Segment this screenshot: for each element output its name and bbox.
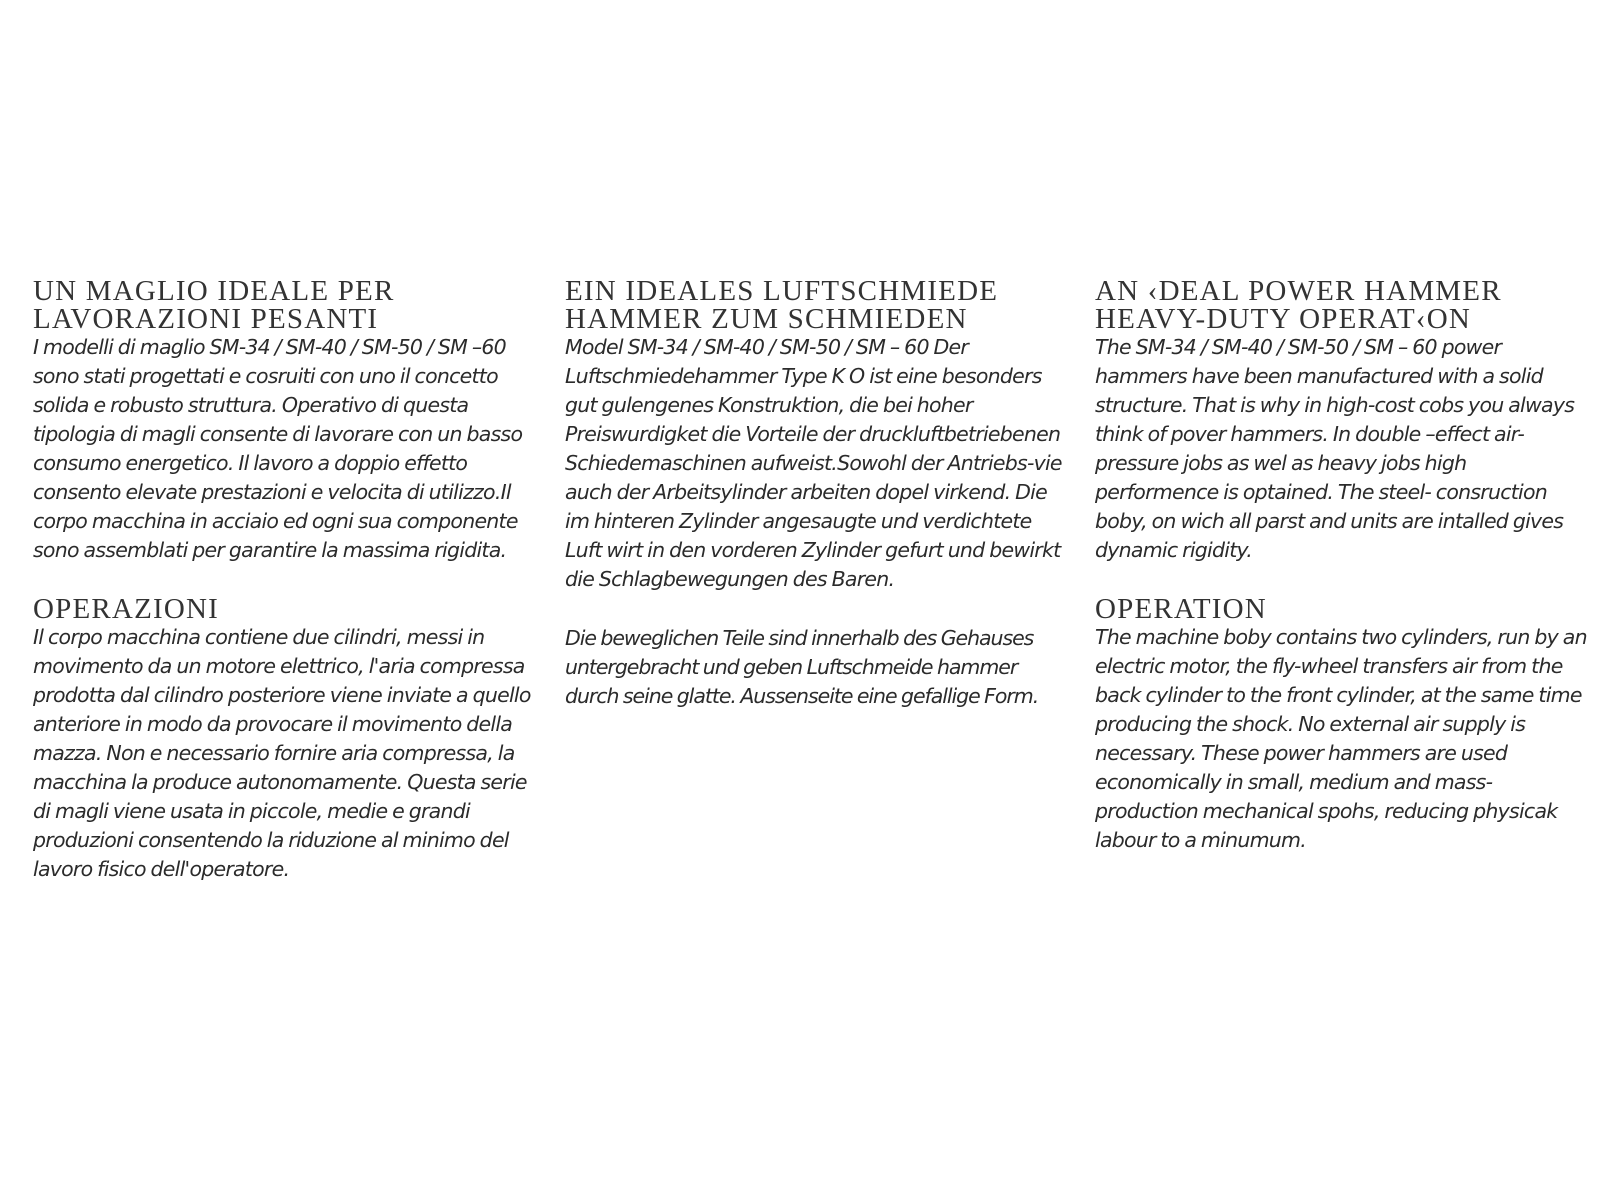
english-operation-paragraph: The machine boby contains two cylinders, run by an electric motor, the fly-wheel transfers air from the back cylinder to the front cylinder, at the same time producing the shock. No external air supply is necessary. These power hammers are used economically in small, medium and mass- production mechanical spohs, reducing physicak labour to a minumum.: [1095, 625, 1587, 852]
english-title: AN ‹DEAL POWER HAMMER HEAVY-DUTY OPERAT‹ON: [1095, 275, 1502, 335]
italian-operations-paragraph: Il corpo macchina contiene due cilindri, messi in movimento da un motore elettrico, l'aria compressa prodotta dal cilindro posteriore viene inviate a quello anteriore in modo da provocare il movimento della mazza. Non e necessario fornire aria compressa, la macchina la produce autonomamente. Questa serie di magli viene usata in piccole, medie e grandi produzioni consentendo la riduzione al minimo del lavoro fisico dell'operatore.: [33, 625, 531, 881]
german-intro-paragraph: Model SM-34 / SM-40 / SM-50 / SM – 60 Der Luftschmiedehammer Type K O ist eine besonders gut gulengenes Konstruktion, die bei hoher Preiswurdigket die Vorteile der druckluftbetriebenen Schiedemaschinen aufweist.Sowohl der Antriebs-vie auch der Arbeitsylinder arbeiten dopel virkend. Die im hinteren Zylinder angesaugte und verdichtete Luft wirt in den vorderen Zylinder gefurt und bewirkt die Schlagbewegungen des Baren.: [565, 335, 1062, 591]
english-intro-paragraph: The SM-34 / SM-40 / SM-50 / SM – 60 power hammers have been manufactured with a solid structure. That is why in high-cost cobs you always think of pover hammers. In double –effect air- pressure jobs as wel as heavy jobs high performence is optained. The steel- consruction boby, on wich all parst and units are intalled gives dynamic rigidity.: [1095, 335, 1575, 562]
german-title: EIN IDEALES LUFTSCHMIEDE HAMMER ZUM SCHMIEDEN: [565, 275, 999, 335]
italian-column: [33, 277, 531, 884]
german-second-paragraph: Die beweglichen Teile sind innerhalb des Gehauses untergebracht und geben Luftschmeide hammer durch seine glatte. Aussenseite eine gefallige Form.: [565, 626, 1039, 708]
section-spacer: [33, 565, 531, 595]
italian-intro-paragraph: I modelli di maglio SM-34 / SM-40 / SM-50 / SM –60 sono stati progettati e cosruiti con uno il concetto solida e robusto struttura. Operativo di questa tipologia di magli consente di lavorare con un basso consumo energetico. Il lavoro a doppio effetto consento elevate prestazioni e velocita di utilizzo.Il corpo macchina in acciaio ed ogni sua componente sono assemblati per garantire la massima rigidita.: [33, 335, 523, 562]
italian-operations-title: OPERAZIONI: [33, 593, 219, 625]
english-operation-title: OPERATION: [1095, 593, 1267, 625]
italian-title: UN MAGLIO IDEALE PER LAVORAZIONI PESANTI: [33, 275, 395, 335]
paragraph-spacer: [565, 594, 1063, 624]
german-column: [565, 277, 1063, 711]
english-column: [1095, 277, 1593, 855]
section-spacer: [1095, 565, 1593, 595]
